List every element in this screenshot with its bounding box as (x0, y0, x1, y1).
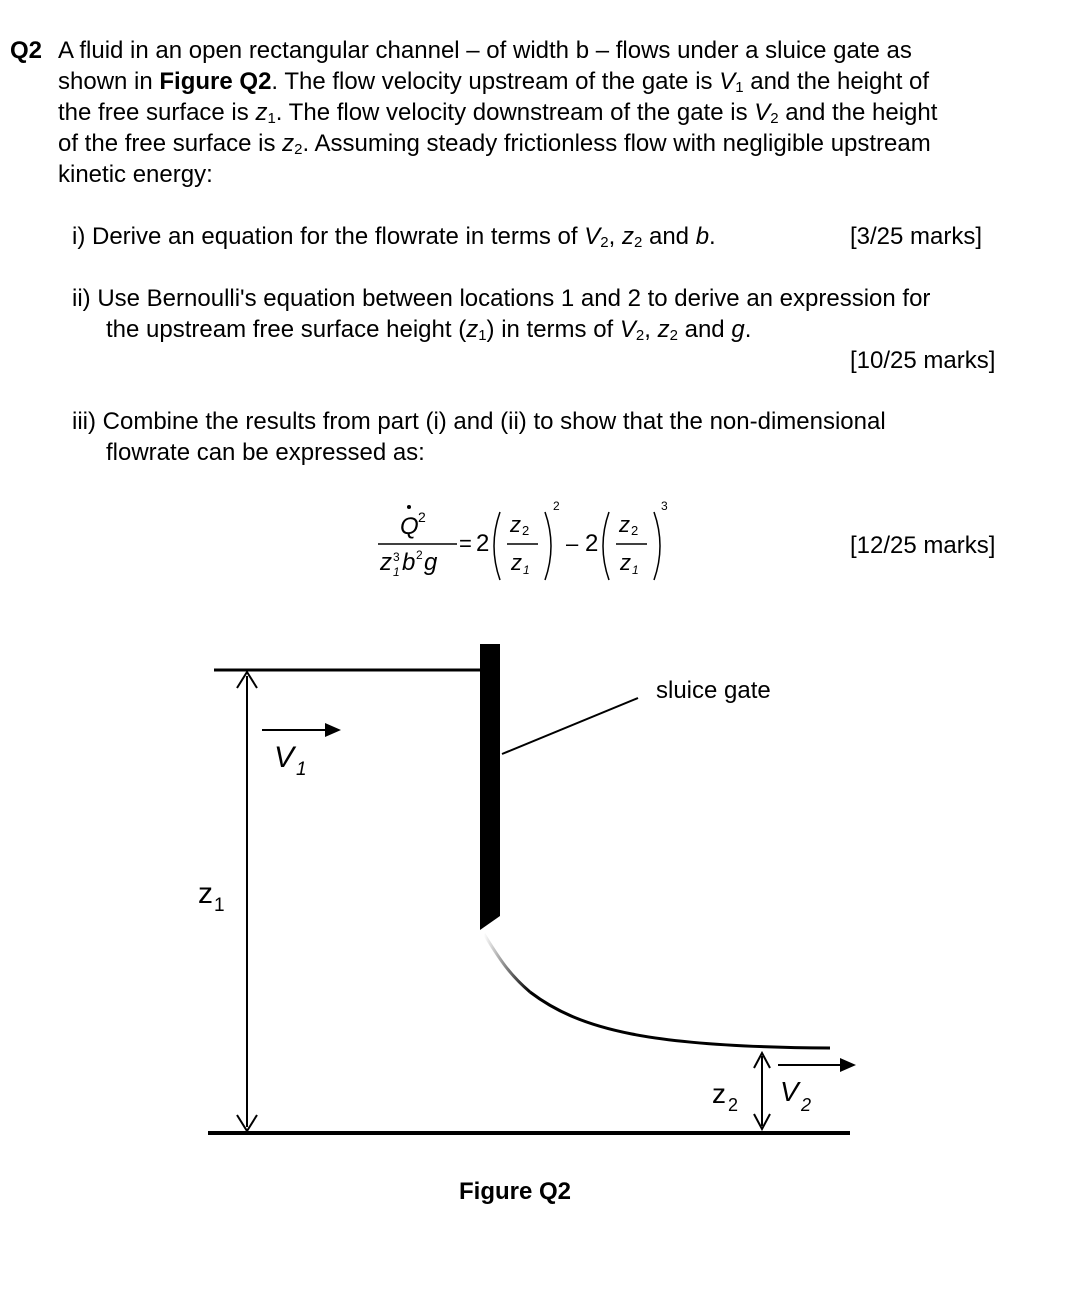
intro-text: . Assuming steady frictionless flow with negligible upstream (302, 130, 931, 157)
arrowhead-right (840, 1058, 856, 1072)
subscript: 2 (770, 110, 779, 127)
gate-label: sluice gate (656, 677, 771, 704)
part-text: i) Derive an equation for the flowrate in terms of (72, 223, 585, 250)
subscript: 1 (267, 110, 276, 127)
part-text: ) in terms of (486, 316, 620, 343)
sluice-gate (480, 644, 500, 930)
sluice-gate-figure (0, 620, 1080, 1160)
V1-label: V (274, 741, 295, 774)
eq-den-z-sup: 3 (393, 550, 400, 564)
eq-ratio-den: z (620, 550, 631, 575)
subscript: 1 (478, 327, 487, 344)
eq-Q-power: 2 (418, 509, 426, 525)
eq-ratio-num: z (619, 512, 630, 537)
z1-label: z (198, 877, 213, 910)
figure-reference: Figure Q2 (159, 68, 272, 95)
subscript: 2 (635, 327, 645, 344)
intro-text: . The flow velocity downstream of the gate is (275, 99, 755, 126)
left-paren (494, 512, 500, 580)
separator: , (608, 223, 622, 250)
intro-line-5 (58, 159, 213, 190)
symbol-z: z (255, 99, 268, 126)
eq-ratio-den-sub: 1 (632, 563, 639, 577)
eq-ratio-num-sub: 2 (631, 523, 639, 538)
symbol-g: g (731, 316, 745, 343)
symbol-z: z (657, 316, 670, 343)
eq-minus: – (566, 531, 579, 556)
eq-den-z-sub: 1 (393, 565, 400, 579)
part-i-marks: [3/25 marks] (850, 223, 983, 250)
part-iii-marks: [12/25 marks] (850, 532, 996, 559)
eq-power-2: 3 (661, 499, 668, 513)
part-iii-line-2 (106, 437, 425, 468)
gate-leader-line (502, 698, 638, 754)
symbol-z: z (466, 316, 479, 343)
part-i (72, 221, 716, 252)
separator: and (642, 223, 696, 250)
right-paren (545, 512, 551, 580)
eq-den-b-sup: 2 (416, 548, 423, 562)
subscript: 2 (600, 234, 609, 251)
symbol-V: V (584, 223, 601, 250)
z2-label-sub: 2 (728, 1095, 739, 1115)
eq-ratio-num-sub: 2 (522, 523, 530, 538)
eq-ratio-den: z (511, 550, 522, 575)
part-iii-line-1 (72, 406, 886, 437)
z1-label-sub: 1 (214, 895, 225, 916)
intro-text: of the free surface is (58, 130, 283, 157)
separator: and (677, 316, 732, 343)
intro-text: the free surface is (58, 99, 256, 126)
part-text: iii) Combine the results from part (i) and (ii) to show that the non-dimensional (72, 408, 886, 435)
intro-line-3 (58, 97, 937, 128)
intro-text: shown in (58, 68, 160, 95)
symbol-z: z (282, 130, 295, 157)
eq-den-z: z (380, 549, 392, 576)
eq-coef-1: 2 (476, 530, 490, 557)
subscript: 2 (633, 234, 643, 251)
eq-den-b: b (402, 549, 416, 576)
part-text: the upstream free surface height ( (106, 316, 467, 343)
V2-label-sub: 2 (801, 1095, 812, 1115)
eq-ratio-num: z (510, 512, 521, 537)
downstream-free-surface (530, 992, 830, 1048)
part-text: ii) Use Bernoulli's equation between locations 1 and 2 to derive an expression for (72, 285, 931, 312)
intro-text: kinetic energy: (58, 161, 213, 188)
subscript: 2 (669, 327, 678, 344)
part-ii-line-1 (72, 283, 930, 314)
eq-power-1: 2 (553, 499, 560, 513)
symbol-V: V (619, 316, 636, 343)
right-paren (654, 512, 660, 580)
question-number: Q2 (10, 37, 43, 64)
separator: . (709, 223, 716, 250)
flowrate-equation (360, 490, 710, 590)
intro-text: and the height of (743, 68, 930, 95)
part-text: flowrate can be expressed as: (106, 439, 425, 466)
eq-equals: = (459, 531, 472, 556)
z2-label: z (712, 1078, 726, 1109)
part-ii-marks: [10/25 marks] (850, 347, 996, 374)
symbol-V: V (754, 99, 771, 126)
symbol-z: z (621, 223, 634, 250)
symbol-b: b (695, 223, 710, 250)
eq-den-g: g (424, 549, 438, 576)
part-ii-line-2 (106, 314, 751, 345)
eq-Q: Q (400, 513, 419, 540)
V1-label-sub: 1 (296, 759, 307, 780)
subscript: 2 (294, 141, 303, 158)
eq-ratio-den-sub: 1 (523, 563, 530, 577)
V2-label: V (780, 1076, 799, 1107)
intro-line-4 (58, 128, 931, 159)
symbol-V: V (719, 68, 736, 95)
arrowhead-right (325, 723, 341, 737)
intro-text: . The flow velocity upstream of the gate is (271, 68, 720, 95)
intro-text: A fluid in an open rectangular channel – of width b – flows under a sluice gate as (58, 37, 912, 64)
separator: , (644, 316, 658, 343)
intro-line-1 (58, 35, 912, 66)
jet-surface-faded (484, 934, 530, 992)
intro-text: and the height (778, 99, 938, 126)
subscript: 1 (735, 79, 744, 96)
eq-coef-2: 2 (585, 530, 599, 557)
separator: . (744, 316, 752, 343)
dot-accent (407, 505, 411, 509)
figure-caption: Figure Q2 (458, 1178, 572, 1205)
intro-line-2 (58, 66, 929, 97)
left-paren (603, 512, 609, 580)
